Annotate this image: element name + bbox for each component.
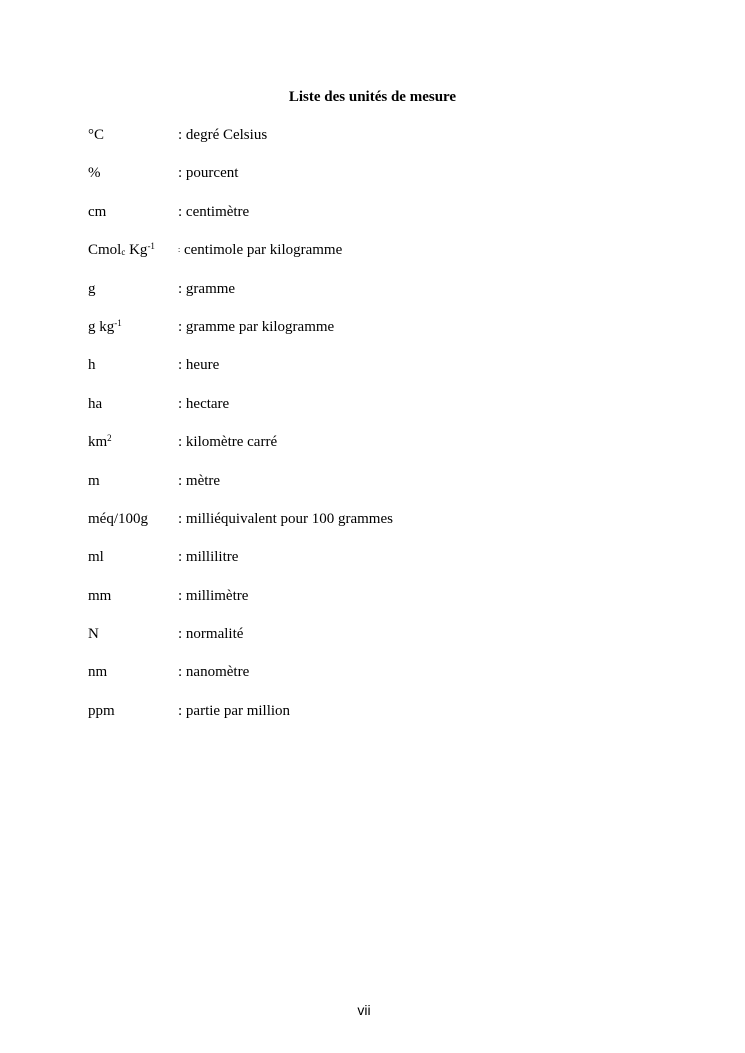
unit-row-h xyxy=(88,356,688,394)
unit-symbol: h xyxy=(88,357,96,374)
unit-symbol-base: Cmol xyxy=(88,242,122,259)
unit-symbol: °C xyxy=(88,127,105,143)
unit-description: : degré Celsius xyxy=(178,127,268,143)
unit-symbol: mm xyxy=(88,587,112,604)
unit-row-mm xyxy=(88,587,688,625)
unit-symbol: ha xyxy=(88,395,103,412)
unit-symbol-superscript: -1 xyxy=(114,317,122,328)
unit-symbol-mid: Kg xyxy=(125,242,148,259)
unit-description: : nanomètre xyxy=(178,664,250,681)
unit-symbol: g xyxy=(88,280,96,297)
unit-symbol: cm xyxy=(88,203,107,220)
unit-description: : pourcent xyxy=(178,165,239,182)
unit-row-nm xyxy=(88,663,688,701)
unit-row-n xyxy=(88,625,688,663)
page-title: Liste des unités de mesure xyxy=(288,89,457,105)
unit-row-km2 xyxy=(88,433,688,471)
unit-symbol-superscript: -1 xyxy=(147,241,155,252)
unit-symbol xyxy=(88,241,155,259)
unit-description xyxy=(178,241,342,259)
unit-description: : heure xyxy=(178,357,220,374)
unit-description: : millimètre xyxy=(178,587,249,604)
unit-symbol: % xyxy=(88,165,101,182)
unit-symbol-base: km xyxy=(88,434,108,451)
unit-symbol-base: g kg xyxy=(88,318,115,335)
unit-row-m xyxy=(88,472,688,510)
unit-symbol xyxy=(88,318,122,336)
unit-row-celsius xyxy=(88,126,688,164)
unit-description: : kilomètre carré xyxy=(178,434,278,451)
unit-description: : normalité xyxy=(178,626,244,643)
unit-colon: : xyxy=(178,245,181,255)
unit-description: : milliéquivalent pour 100 grammes xyxy=(178,510,393,527)
unit-description: : gramme xyxy=(178,280,236,297)
units-list xyxy=(88,126,688,740)
unit-description: : mètre xyxy=(178,472,221,489)
unit-row-meq xyxy=(88,510,688,548)
unit-symbol: N xyxy=(88,626,99,643)
unit-description-text: centimole par kilogramme xyxy=(180,242,343,259)
unit-row-cmolc xyxy=(88,241,688,279)
unit-symbol xyxy=(88,433,112,451)
unit-row-cm xyxy=(88,203,688,241)
unit-symbol: nm xyxy=(88,664,108,681)
unit-symbol: m xyxy=(88,472,100,489)
unit-row-g xyxy=(88,280,688,318)
unit-description: : partie par million xyxy=(178,702,291,719)
unit-symbol-superscript: 2 xyxy=(107,433,112,444)
unit-row-percent xyxy=(88,164,688,202)
unit-row-g-kg xyxy=(88,318,688,356)
unit-row-ppm xyxy=(88,702,688,740)
unit-symbol: ml xyxy=(88,549,104,566)
unit-row-ml xyxy=(88,548,688,586)
unit-symbol-subscript: c xyxy=(121,247,126,258)
unit-description: : gramme par kilogramme xyxy=(178,318,335,335)
unit-description: : centimètre xyxy=(178,203,250,220)
unit-symbol: ppm xyxy=(88,702,115,719)
page-number: vii xyxy=(357,1002,371,1018)
unit-description: : hectare xyxy=(178,395,230,412)
unit-symbol: méq/100g xyxy=(88,510,148,527)
unit-description: : millilitre xyxy=(178,549,239,566)
unit-row-ha xyxy=(88,395,688,433)
